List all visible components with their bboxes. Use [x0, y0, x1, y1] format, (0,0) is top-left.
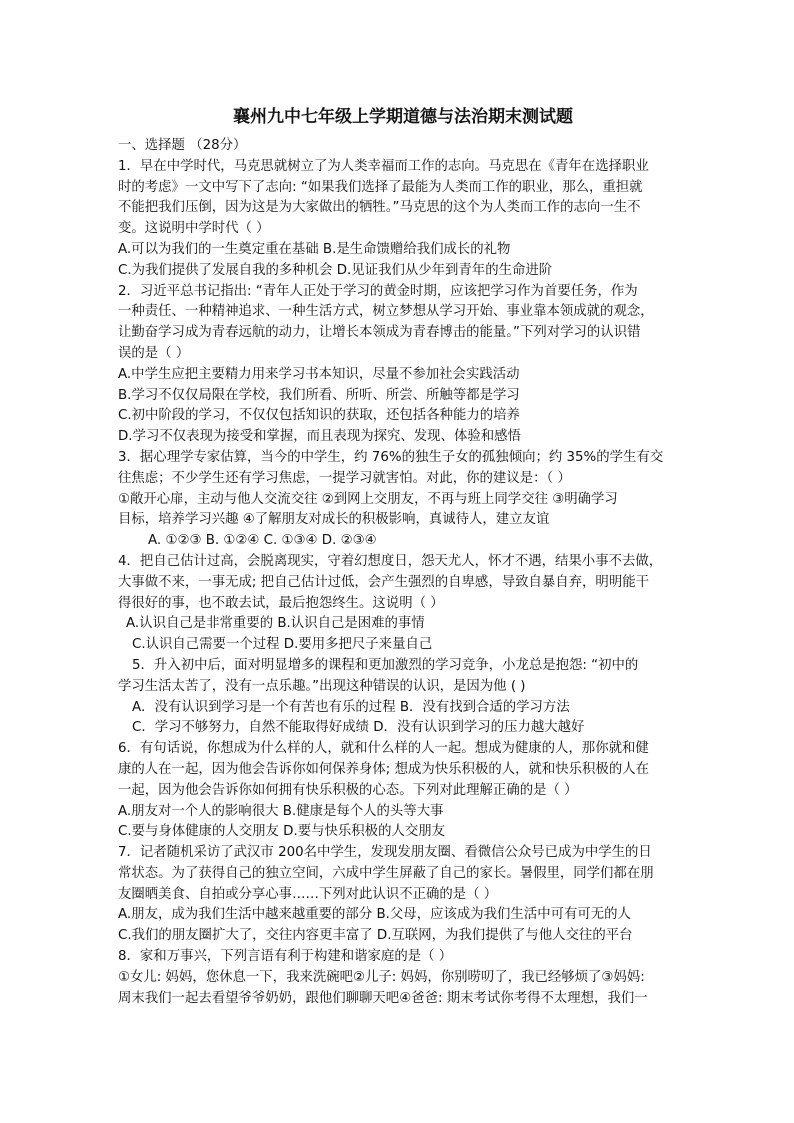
question-1-line-2: 时的考虑》一文中写下了志向: “如果我们选择了最能为人类而工作的职业，那么，重担就: [118, 179, 643, 195]
question-3-statements-2: 目标，培养学习兴趣 ④了解朋友对成长的积极影响，真诚待人，建立友谊: [118, 512, 550, 528]
question-4-options-ab: A.认识自己是非常重要的 B.认识自己是困难的事情: [126, 616, 425, 632]
question-7-options-cd: C.我们的朋友圈扩大了，交往内容更丰富了 D.互联网，为我们提供了与他人交往的平台: [118, 928, 633, 944]
question-6-options-ab: A.朋友对一个人的影响很大 B.健康是每个人的头等大事: [118, 803, 444, 819]
question-3-statements-1: ①敞开心扉，主动与他人交流交往 ②到网上交朋友，不再与班上同学交往 ③明确学习: [118, 491, 618, 507]
question-2-line-2: 一种责任、一种精神追求、一种生活方式，树立梦想从学习开始、事业靠本领成就的观念，: [118, 304, 654, 320]
question-2-option-d: D.学习不仅表现为接受和掌握，而且表现为探究、发现、体验和感悟: [118, 429, 521, 445]
question-2-line-1: 2．习近平总书记指出: “青年人正处于学习的黄金时期，应该把学习作为首要任务，作为: [118, 283, 638, 299]
question-6-line-2: 康的人在一起，因为他会告诉你如何保养身体; 想成为快乐积极的人，就和快乐积极的人在: [118, 761, 649, 777]
question-4-line-1: 4．把自己估计过高，会脱离现实，守着幻想度日，怨天尤人，怀才不遇，结果小事不去做，: [118, 553, 663, 569]
question-6-line-3: 一起，因为他会告诉你如何拥有快乐积极的心态。下列对此理解正确的是（ ）: [118, 782, 578, 798]
question-5-line-2: 学习生活太苦了，没有一点乐趣。”出现这种错误的认识，是因为他 ( ): [118, 678, 526, 694]
question-6-options-cd: C.要与身体健康的人交朋友 D.要与快乐积极的人交朋友: [118, 824, 446, 840]
question-7-line-2: 常状态。为了获得自己的独立空间，六成中学生屏蔽了自己的家长。暑假里，同学们都在朋: [118, 865, 654, 881]
question-6-line-1: 6．有句话说，你想成为什么样的人，就和什么样的人一起。想成为健康的人，那你就和健: [118, 741, 649, 757]
question-2-option-b: B.学习不仅仅局限在学校，我们所看、所听、所尝、所触等都是学习: [118, 387, 520, 403]
question-3-line-1: 3．据心理学专家估算，当今的中学生，约 76%的独生子女的孤独倾向；约 35%的学生有交: [118, 449, 664, 465]
question-7-line-1: 7．记者随机采访了武汉市 200名中学生，发现发朋友圈、看微信公众号已成为中学生的日: [118, 845, 652, 861]
page-title: 襄州九中七年级上学期道德与法治期末测试题: [233, 107, 573, 127]
question-7-options-ab: A.朋友，成为我们生活中越来越重要的部分 B.父母，应该成为我们生活中可有可无的人: [118, 907, 631, 923]
question-1-line-1: 1．早在中学时代，马克思就树立了为人类幸福而工作的志向。马克思在《青年在选择职业: [118, 158, 649, 174]
question-2-line-4: 误的是（ ）: [118, 345, 190, 361]
question-8-line-1: 8．家和万事兴，下列言语有利于构建和谐家庭的是（ ）: [118, 949, 453, 965]
exam-page: [118, 104, 688, 1009]
question-2-option-a: A.中学生应把主要精力用来学习书本知识，尽量不参加社会实践活动: [118, 366, 520, 382]
question-1-options-ab: A.可以为我们的一生奠定重在基础 B.是生命馈赠给我们成长的礼物: [118, 241, 511, 257]
question-7-line-3: 友圈晒美食、自拍或分享心事……下列对此认识不正确的是（ ）: [118, 886, 498, 902]
section-heading: 一、选择题 （28分）: [118, 138, 247, 153]
question-8-line-2: ①女儿: 妈妈，您休息一下，我来洗碗吧②儿子: 妈妈，你别唠叨了，我已经够烦了③妈妈:: [118, 969, 645, 985]
question-3-options: A. ①②③ B. ①②④ C. ①③④ D. ②③④: [148, 533, 377, 549]
question-8-line-3: 周末我们一起去看望爷爷奶奶，跟他们聊聊天吧④爸爸: 期末考试你考得不太理想，我们一: [118, 990, 648, 1006]
question-4-line-2: 大事做不来，一事无成; 把自己估计过低，会产生强烈的自卑感，导致自暴自弃，明明能干: [118, 574, 649, 590]
question-5-options-ab: A．没有认识到学习是一个有苦也有乐的过程 B．没有找到合适的学习方法: [132, 699, 570, 715]
question-3-line-2: 往焦虑；不少学生还有学习焦虑，一提学习就害怕。对此，你的建议是：（ ）: [118, 470, 571, 486]
question-1-line-3: 不能把我们压倒，因为这是为大家做出的牺牲。”马克思的这个为人类而工作的志向一生不: [118, 200, 641, 216]
question-1-options-cd: C.为我们提供了发展自我的多种机会 D.见证我们从少年到青年的生命进阶: [118, 262, 553, 278]
question-2-line-3: 让勤奋学习成为青春远航的动力，让增长本领成为青春博击的能量。”下列对学习的认识错: [118, 325, 641, 341]
question-5-options-cd: C．学习不够努力，自然不能取得好成绩 D．没有认识到学习的压力越大越好: [132, 720, 585, 736]
question-4-line-3: 得很好的事，也不敢去试，最后抱怨终生。这说明（ ）: [118, 595, 444, 611]
question-1-line-4: 变。这说明中学时代（ ）: [118, 221, 270, 237]
question-2-option-c: C.初中阶段的学习，不仅仅包括知识的获取，还包括各种能力的培养: [118, 408, 520, 424]
question-5-line-1: 5．升入初中后，面对明显增多的课程和更加激烈的学习竞争，小龙总是抱怨: “初中的: [132, 657, 639, 673]
question-4-options-cd: C.认识自己需要一个过程 D.要用多把尺子来量自己: [132, 637, 433, 653]
